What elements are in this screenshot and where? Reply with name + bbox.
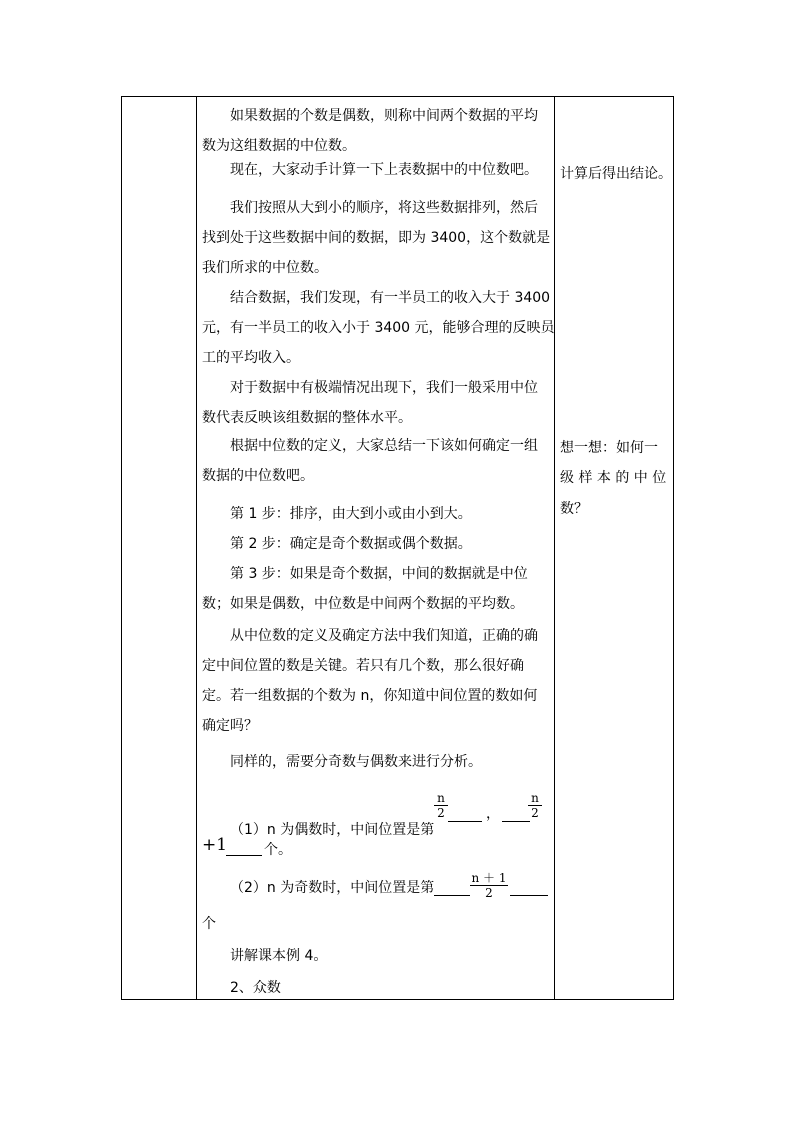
paragraph: [202, 431, 548, 491]
paragraph-line: 第 1 步：排序，由大到小或由小到大。: [230, 506, 472, 522]
odd-frac-num: n ＋ 1: [471, 871, 507, 885]
paragraph-line: 找到处于这些数据中间的数据，即为 3400，这个数就是: [202, 230, 551, 246]
paragraph-line: 工的平均收入。: [202, 350, 300, 366]
even-plus-one: +1: [202, 835, 228, 855]
example-line: 讲解课本例 4。: [230, 948, 328, 964]
paragraph-line: 根据中位数的定义，大家总结一下该如何确定一组: [230, 438, 538, 454]
blank-line: [226, 855, 262, 856]
paragraph-line: 第 3 步：如果是奇个数据，中间的数据就是中位: [230, 566, 528, 582]
paragraph-line: 我们所求的中位数。: [202, 260, 328, 276]
blank-line: [510, 895, 548, 896]
paragraph-line: 定。若一组数据的个数为 n，你知道中间位置的数如何: [202, 688, 538, 704]
paragraph-line: 我们按照从大到小的顺序，将这些数据排列，然后: [230, 200, 538, 216]
even-frac-2-num: n: [531, 791, 539, 805]
paragraph-line: 对于数据中有极端情况出现下，我们一般采用中位: [230, 380, 538, 396]
think-line-2: 级 样 本 的 中 位: [560, 470, 667, 486]
paragraph-line: 元，有一半员工的收入小于 3400 元，能够合理的反映员: [202, 320, 555, 336]
column-divider-right: [554, 97, 555, 999]
odd-frac-den: 2: [485, 886, 493, 900]
blank-line: [502, 821, 530, 822]
paragraph: [202, 155, 548, 185]
paragraph: [202, 283, 555, 373]
paragraph: [202, 559, 548, 619]
paragraph: [202, 193, 551, 283]
lesson-table: [121, 96, 674, 1000]
paragraph-line: 同样的，需要分奇数与偶数来进行分析。: [230, 754, 482, 770]
paragraph: [202, 529, 548, 559]
blank-line: [434, 895, 470, 896]
even-frac-1-den: 2: [437, 806, 445, 820]
paragraph: [202, 499, 548, 529]
even-frac-2: [528, 791, 542, 820]
even-frac-1: [434, 791, 448, 820]
paragraph-line: 从中位数的定义及确定方法中我们知道，正确的确: [230, 628, 538, 644]
paragraph-line: 结合数据，我们发现，有一半员工的收入大于 3400: [230, 290, 551, 306]
section-heading: 2、众数: [230, 980, 281, 996]
paragraph: [202, 101, 548, 161]
odd-case-prefix: （2）n 为奇数时，中间位置是第: [230, 880, 435, 896]
paragraph: [202, 747, 548, 777]
blank-line: [448, 821, 482, 822]
paragraph-line: 数为这组数据的中位数。: [202, 138, 356, 154]
even-frac-1-num: n: [437, 791, 445, 805]
paragraph-line: 如果数据的个数是偶数，则称中间两个数据的平均: [230, 108, 538, 124]
think-line-1: 想一想：如何一: [560, 440, 658, 456]
paragraph-line: 数；如果是偶数，中位数是中间两个数据的平均数。: [202, 596, 524, 612]
paragraph-line: 数据的中位数吧。: [202, 468, 314, 484]
paragraph: [202, 373, 548, 433]
teaching-content-column: [202, 97, 555, 999]
conclusion-note: 计算后得出结论。: [560, 166, 672, 182]
even-case-suffix: 个。: [264, 842, 292, 858]
paragraph-line: 定中间位置的数是关键。若只有几个数，那么很好确: [202, 658, 524, 674]
paragraph-line: 现在，大家动手计算一下上表数据中的中位数吧。: [230, 162, 538, 178]
even-frac-2-den: 2: [531, 806, 539, 820]
even-case-prefix: （1）n 为偶数时，中间位置是第: [230, 822, 435, 838]
odd-frac: [470, 871, 508, 900]
paragraph-line: 第 2 步：确定是奇个数据或偶个数据。: [230, 536, 472, 552]
column-divider-left: [196, 97, 197, 999]
paragraph-line: 确定吗？: [202, 718, 258, 734]
paragraph-line: 数代表反映该组数据的整体水平。: [202, 410, 412, 426]
odd-case-suffix: 个: [202, 916, 216, 932]
even-case-comma: ，: [486, 806, 500, 822]
think-line-3: 数？: [560, 501, 588, 517]
paragraph: [202, 621, 548, 741]
